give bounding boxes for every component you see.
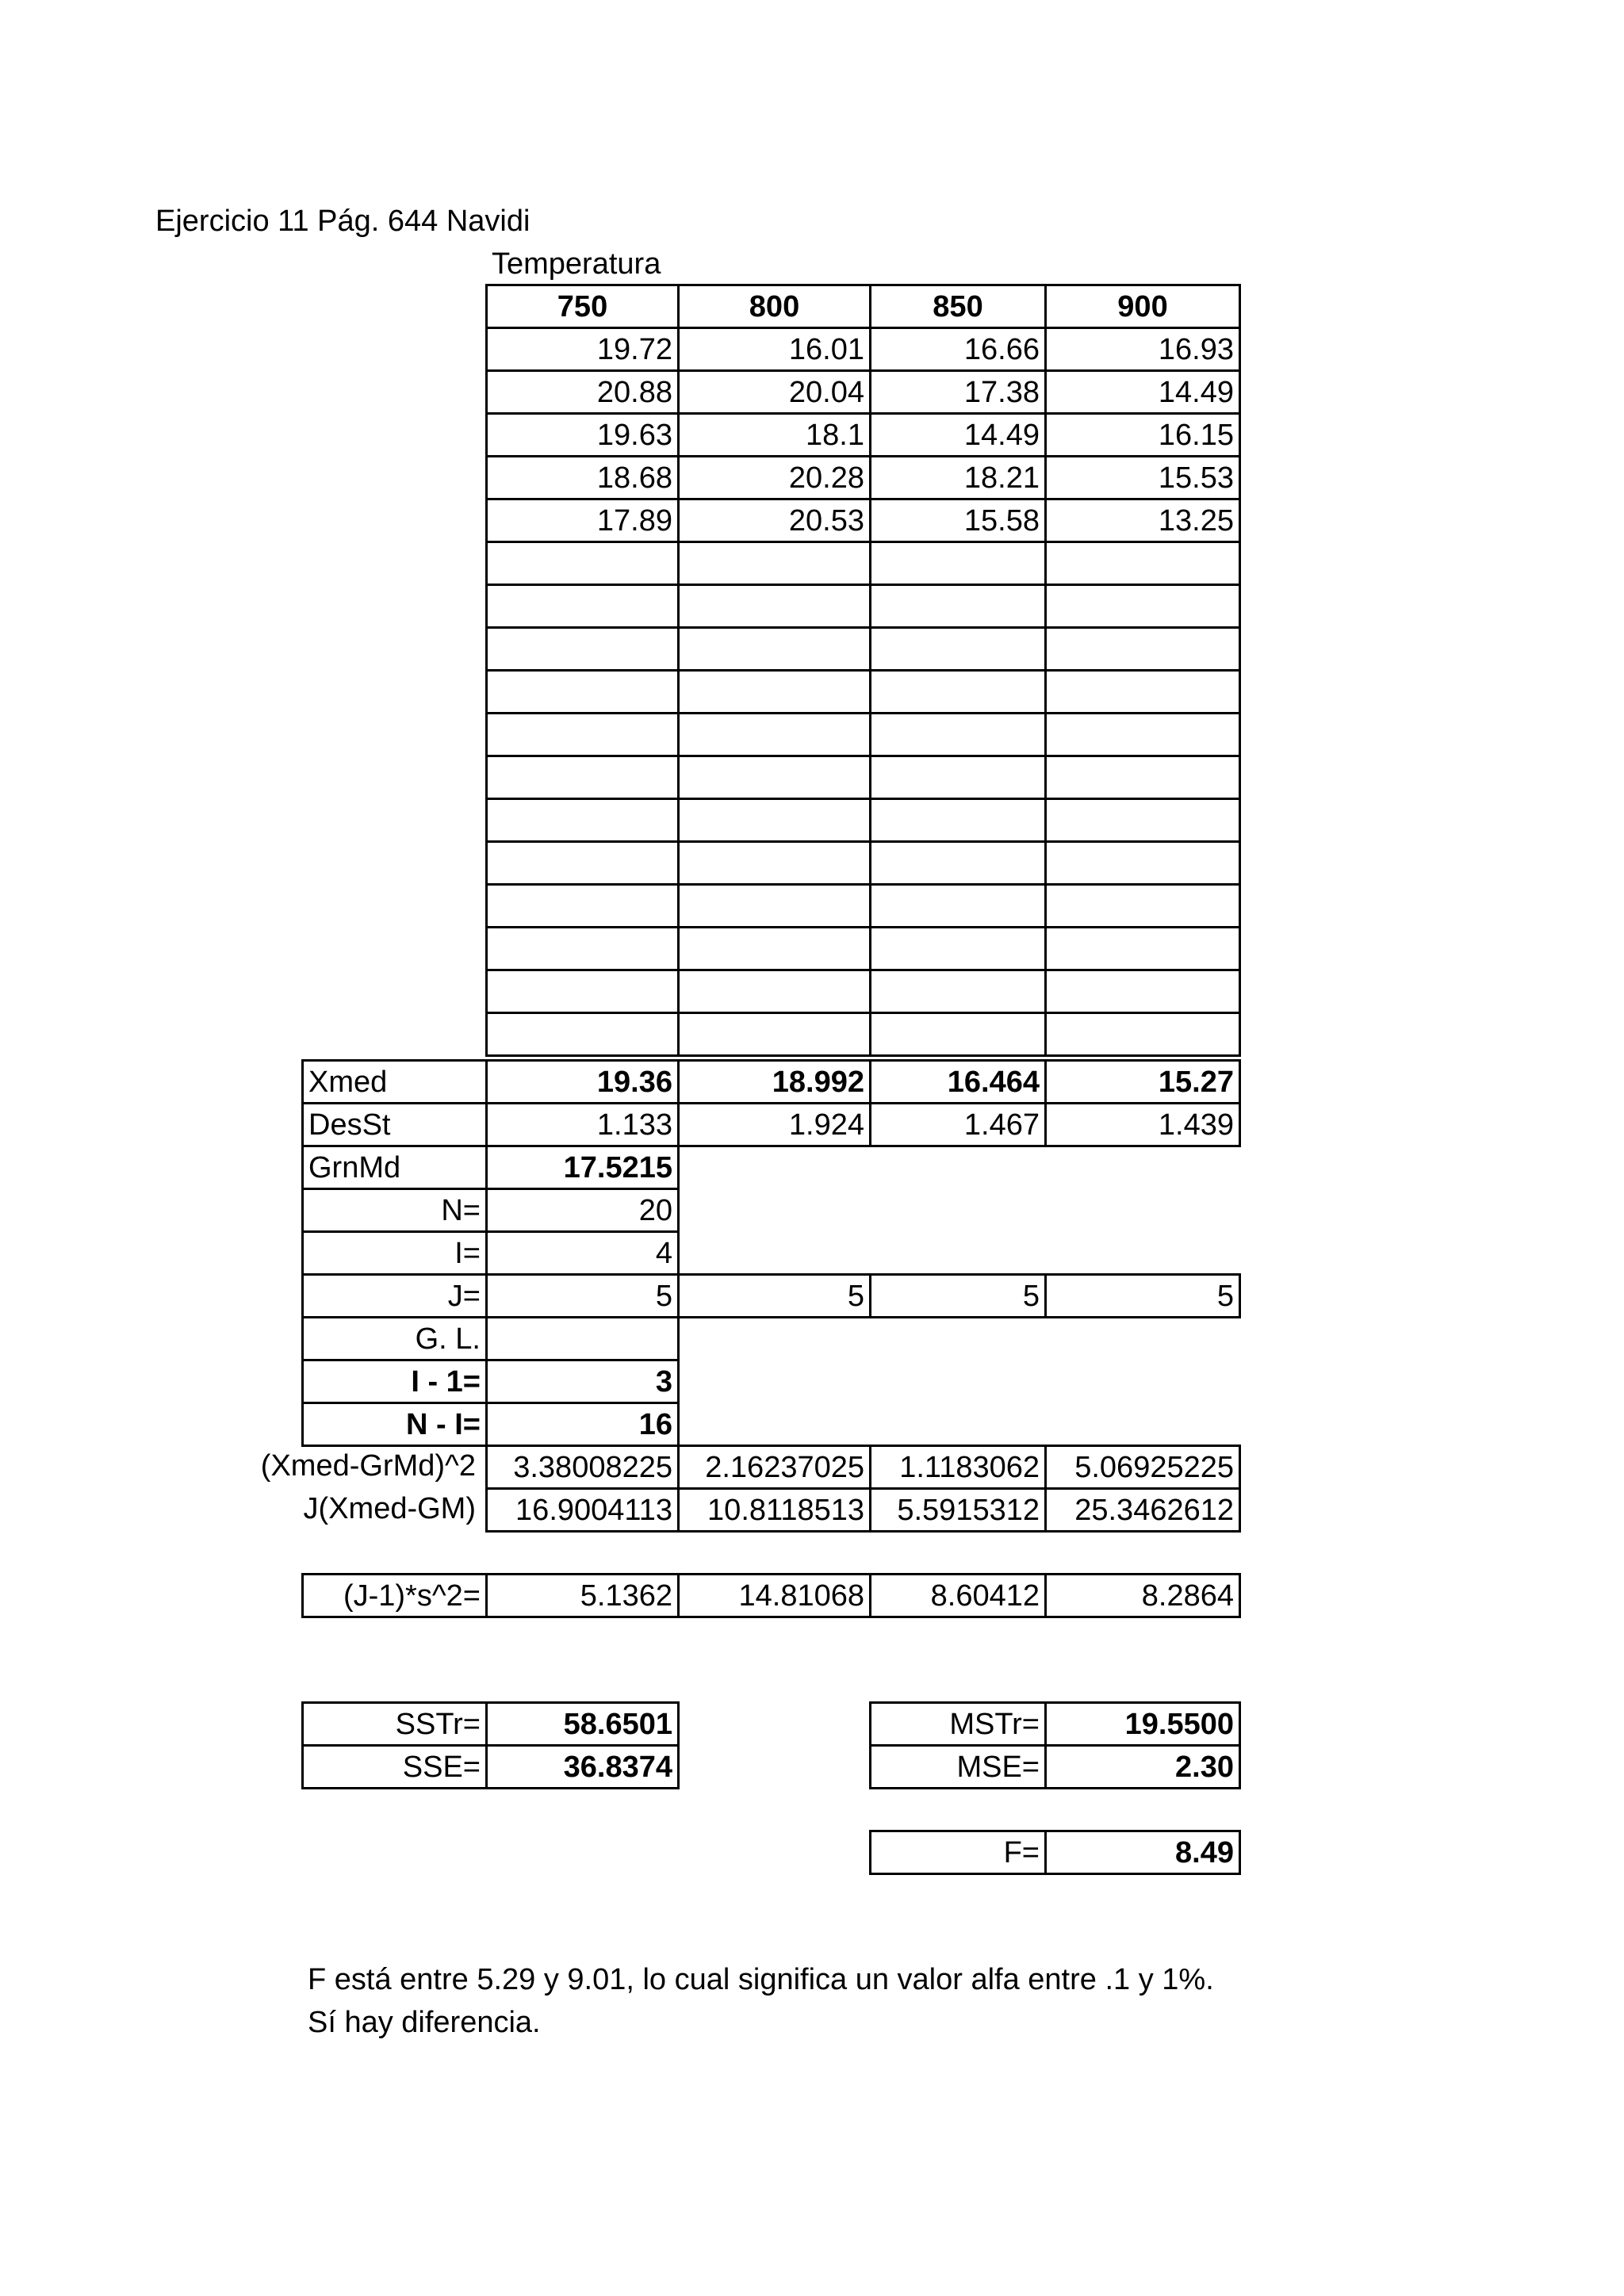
table-cell: 17.5215: [487, 1146, 679, 1189]
table-cell: 15.27: [1046, 1061, 1240, 1104]
table-cell: [679, 799, 871, 842]
row-label: N - I=: [303, 1403, 487, 1446]
table-cell: [487, 756, 679, 799]
table-row: [487, 714, 1240, 756]
xmed-row: [303, 1061, 1240, 1104]
table-row: [487, 756, 1240, 799]
table-cell: 15.58: [871, 499, 1046, 542]
table-cell: 20.28: [679, 457, 871, 499]
table-cell: 20: [487, 1189, 679, 1232]
table-cell: [871, 542, 1046, 585]
table-cell: 1.439: [1046, 1104, 1240, 1146]
table-cell: [871, 799, 1046, 842]
j-row: [303, 1275, 1240, 1318]
table-cell: [487, 799, 679, 842]
row-label: (J-1)*s^2=: [303, 1575, 487, 1617]
jsq-label: J(Xmed-GM): [303, 1492, 476, 1525]
table-row: [487, 885, 1240, 928]
row-label: I - 1=: [303, 1360, 487, 1403]
row-label: I=: [303, 1232, 487, 1275]
table-cell: [679, 970, 871, 1013]
table-cell: 20.53: [679, 499, 871, 542]
row-label: SSTr=: [303, 1703, 487, 1746]
table-cell: [1046, 542, 1240, 585]
row-label: N=: [303, 1189, 487, 1232]
row-label: MSTr=: [871, 1703, 1046, 1746]
table-cell: [679, 585, 871, 628]
table-cell: 25.3462612: [1046, 1489, 1240, 1532]
table-cell: [679, 842, 871, 885]
table-cell: 1.133: [487, 1104, 679, 1146]
table-cell: 1.467: [871, 1104, 1046, 1146]
table-row: [487, 799, 1240, 842]
table-cell: 1.924: [679, 1104, 871, 1146]
stats-table: [301, 1059, 1241, 1447]
table-cell: 20.88: [487, 371, 679, 414]
table-cell: 19.36: [487, 1061, 679, 1104]
table-row: [487, 499, 1240, 542]
table-cell: 16: [487, 1403, 679, 1446]
row-label: G. L.: [303, 1318, 487, 1360]
table-cell: 18.1: [679, 414, 871, 457]
header-cell: 800: [679, 285, 871, 328]
table-cell: [487, 585, 679, 628]
table-cell: 2.16237025: [679, 1446, 871, 1489]
table-cell: [871, 885, 1046, 928]
table-cell: [1046, 1013, 1240, 1056]
table-cell: 3.38008225: [487, 1446, 679, 1489]
row-label: J=: [303, 1275, 487, 1318]
table-cell: 5.1362: [487, 1575, 679, 1617]
js2-row: [303, 1575, 1240, 1617]
table-cell: 14.49: [871, 414, 1046, 457]
row-label: DesSt: [303, 1104, 487, 1146]
table-cell: 8.2864: [1046, 1575, 1240, 1617]
table-cell: 16.9004113: [487, 1489, 679, 1532]
table-cell: [679, 928, 871, 970]
sstr-value: 58.6501: [487, 1703, 679, 1746]
variance-table: [301, 1573, 1241, 1618]
table-cell: [487, 928, 679, 970]
table-cell: [871, 928, 1046, 970]
table-cell: [871, 714, 1046, 756]
table-cell: 13.25: [1046, 499, 1240, 542]
table-cell: 1.1183062: [871, 1446, 1046, 1489]
table-row: [487, 842, 1240, 885]
table-cell: [1046, 928, 1240, 970]
table-cell: [871, 585, 1046, 628]
table-row: [487, 328, 1240, 371]
table-row: [487, 457, 1240, 499]
table-cell: [1046, 842, 1240, 885]
mstr-value: 19.5500: [1046, 1703, 1240, 1746]
f-value: 8.49: [1046, 1831, 1240, 1874]
mstr-row: [871, 1703, 1240, 1746]
mse-value: 2.30: [1046, 1746, 1240, 1789]
f-table: [869, 1830, 1241, 1875]
header-cell: 900: [1046, 285, 1240, 328]
table-cell: 3: [487, 1360, 679, 1403]
table-row: [487, 928, 1240, 970]
table-cell: [679, 671, 871, 714]
table-cell: [679, 714, 871, 756]
table-cell: 17.89: [487, 499, 679, 542]
header-cell: 750: [487, 285, 679, 328]
i1-row: [303, 1360, 1240, 1403]
table-row: [487, 671, 1240, 714]
page-title: Ejercicio 11 Pág. 644 Navidi: [155, 205, 530, 238]
table-cell: 4: [487, 1232, 679, 1275]
table-cell: [679, 756, 871, 799]
desst-row: [303, 1104, 1240, 1146]
table-cell: 16.93: [1046, 328, 1240, 371]
table-cell: 5: [1046, 1275, 1240, 1318]
row-label: SSE=: [303, 1746, 487, 1789]
table-cell: [1046, 756, 1240, 799]
table-cell: [487, 1013, 679, 1056]
ms-table: [869, 1701, 1241, 1789]
jsq-row: [487, 1489, 1240, 1532]
table-cell: [1046, 585, 1240, 628]
deviation-table: [485, 1445, 1241, 1533]
table-cell: 16.15: [1046, 414, 1240, 457]
table-cell: 5.06925225: [1046, 1446, 1240, 1489]
row-label: F=: [871, 1831, 1046, 1874]
sq-label: (Xmed-GrMd)^2: [260, 1449, 476, 1483]
table-cell: [679, 542, 871, 585]
table-cell: [487, 671, 679, 714]
data-table: [485, 284, 1241, 1057]
table-cell: 18.992: [679, 1061, 871, 1104]
header-row: [487, 285, 1240, 328]
table-cell: [487, 1318, 679, 1360]
gl-row: [303, 1318, 1240, 1360]
table-cell: [871, 671, 1046, 714]
table-cell: 19.63: [487, 414, 679, 457]
table-cell: [487, 542, 679, 585]
table-cell: 19.72: [487, 328, 679, 371]
table-cell: [487, 628, 679, 671]
table-cell: [871, 970, 1046, 1013]
data-body: [487, 328, 1240, 1056]
table-cell: 8.60412: [871, 1575, 1046, 1617]
grnmd-row: [303, 1146, 1240, 1189]
row-label: Xmed: [303, 1061, 487, 1104]
table-cell: [1046, 628, 1240, 671]
table-cell: 18.21: [871, 457, 1046, 499]
row-label: GrnMd: [303, 1146, 487, 1189]
table-cell: [871, 842, 1046, 885]
table-cell: 5: [487, 1275, 679, 1318]
sq-row: [487, 1446, 1240, 1489]
n-row: [303, 1189, 1240, 1232]
table-row: [487, 585, 1240, 628]
table-cell: [1046, 970, 1240, 1013]
table-cell: [871, 756, 1046, 799]
table-cell: 18.68: [487, 457, 679, 499]
table-row: [487, 414, 1240, 457]
table-cell: 10.8118513: [679, 1489, 871, 1532]
table-cell: [679, 1013, 871, 1056]
table-row: [487, 1013, 1240, 1056]
i-row: [303, 1232, 1240, 1275]
table-cell: 14.49: [1046, 371, 1240, 414]
table-cell: 17.38: [871, 371, 1046, 414]
ss-table: [301, 1701, 680, 1789]
table-cell: 20.04: [679, 371, 871, 414]
table-cell: [487, 842, 679, 885]
table-cell: 5: [871, 1275, 1046, 1318]
table-row: [487, 371, 1240, 414]
table-cell: [679, 885, 871, 928]
table-row: [487, 628, 1240, 671]
table-cell: [487, 970, 679, 1013]
table-cell: [871, 1013, 1046, 1056]
mse-row: [871, 1746, 1240, 1789]
table-cell: 5.5915312: [871, 1489, 1046, 1532]
table-cell: [487, 885, 679, 928]
table-cell: [871, 628, 1046, 671]
table-cell: [1046, 671, 1240, 714]
table-cell: [1046, 799, 1240, 842]
table-cell: 16.66: [871, 328, 1046, 371]
sse-value: 36.8374: [487, 1746, 679, 1789]
table-row: [487, 542, 1240, 585]
table-row: [487, 970, 1240, 1013]
conclusion-line-1: F está entre 5.29 y 9.01, lo cual significa un valor alfa entre .1 y 1%.: [308, 1963, 1214, 1996]
sse-row: [303, 1746, 679, 1789]
header-cell: 850: [871, 285, 1046, 328]
table-cell: 14.81068: [679, 1575, 871, 1617]
table-cell: [1046, 885, 1240, 928]
table-cell: 16.464: [871, 1061, 1046, 1104]
table-cell: 16.01: [679, 328, 871, 371]
table-cell: [487, 714, 679, 756]
conclusion-line-2: Sí hay diferencia.: [308, 2006, 541, 2039]
table-cell: [679, 628, 871, 671]
row-label: MSE=: [871, 1746, 1046, 1789]
table-cell: 15.53: [1046, 457, 1240, 499]
sstr-row: [303, 1703, 679, 1746]
table-cell: 5: [679, 1275, 871, 1318]
group-label: Temperatura: [492, 247, 661, 281]
ni-row: [303, 1403, 1240, 1446]
table-cell: [1046, 714, 1240, 756]
f-row: [871, 1831, 1240, 1874]
